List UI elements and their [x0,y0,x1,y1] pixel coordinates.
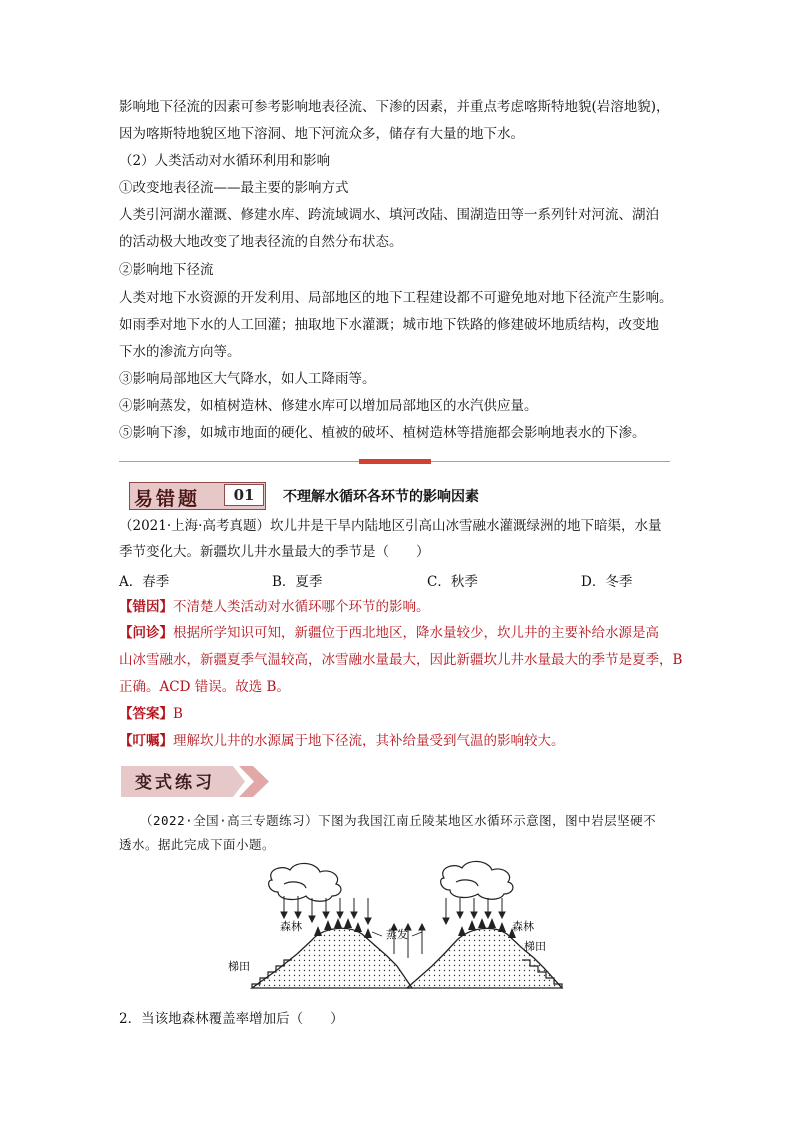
terrace-label-right: 梯田 [524,940,546,953]
divider-center [359,459,431,464]
answer [119,705,183,723]
tip [119,732,565,750]
paragraph-line: 下水的渗流方向等。 [119,344,241,360]
error-tag-label: 易错题 [134,488,201,510]
water-cycle-diagram [222,858,578,998]
section-heading: （2）人类活动对水循环利用和影响 [119,153,331,169]
question-line: 季节变化大。新疆坎儿井水量最大的季节是（ ） [119,544,430,560]
option-c: C．秋季 [427,574,478,590]
question-line: （2021·上海·高考真题）坎儿井是干旱内陆地区引高山冰雪融水灌溉绿洲的地下暗渠，水量 [119,518,662,534]
paragraph-line: 人类对地下水资源的开发利用、局部地区的地下工程建设都不可避免地对地下径流产生影响。 [119,290,673,306]
tip-label: 【叮嘱】 [119,733,173,749]
diagnosis-line: 正确。ACD 错误。故选 B。 [119,679,290,695]
diagnosis-text: 根据所学知识可知，新疆位于西北地区，降水量较少，坎儿井的主要补给水源是高 [173,625,659,641]
option-b: B．夏季 [272,574,323,590]
diagnosis-label: 【问诊】 [119,625,173,641]
terrace-label-left: 梯田 [228,960,250,973]
error-cause [119,598,430,616]
forest-label-left: 森林 [280,920,302,933]
cause-text: 不清楚人类活动对水循环哪个环节的影响。 [173,599,430,615]
list-item: ①改变地表径流——最主要的影响方式 [119,180,349,196]
variant-banner [121,766,271,797]
diagnosis-line: 山冰雪融水，新疆夏季气温较高，冰雪融水量最大，因此新疆坎儿井水量最大的季节是夏季，B [119,652,683,668]
diagnosis [119,624,659,642]
variant-intro-line: （2022·全国·高三专题练习）下图为我国江南丘陵某地区水循环示意图，图中岩层坚硬不 [140,813,657,828]
paragraph-line: 如雨季对地下水的人工回灌；抽取地下水灌溉；城市地下铁路的修建破坏地质结构，改变地 [119,317,659,333]
cloud-left-icon [269,863,341,901]
paragraph-line: 因为喀斯特地貌区地下溶洞、地下河流众多，储存有大量的地下水。 [119,126,524,142]
list-item: ③影响局部地区大气降水，如人工降雨等。 [119,371,376,387]
option-a: A．春季 [119,574,170,590]
divider-left [119,461,359,462]
forest-label-right: 森林 [512,920,534,933]
list-item: ⑤影响下渗，如城市地面的硬化、植被的破坏、植树造林等措施都会影响地表水的下渗。 [119,425,646,441]
error-tag-number: 01 [224,484,264,506]
answer-text: B [173,706,183,722]
cloud-right-icon [441,861,513,899]
list-item: ④影响蒸发，如植树造林、修建水库可以增加局部地区的水汽供应量。 [119,398,538,414]
rain-arrows-right [443,898,505,924]
option-d: D．冬季 [581,574,633,590]
error-section-title: 不理解水循环各环节的影响因素 [283,489,479,505]
hill-right [407,928,562,988]
evaporation-label: 蒸发 [386,928,408,941]
paragraph-line: 的活动极大地改变了地表径流的自然分布状态。 [119,234,403,250]
variant-banner-label: 变式练习 [135,773,215,793]
list-item: ②影响地下径流 [119,262,214,278]
paragraph-line: 影响地下径流的因素可参考影响地表径流、下渗的因素，并重点考虑喀斯特地貌(岩溶地貌)， [119,99,670,115]
tip-text: 理解坎儿井的水源属于地下径流，其补给量受到气温的影响较大。 [173,733,565,749]
answer-label: 【答案】 [119,706,173,722]
cause-label: 【错因】 [119,599,173,615]
question-2: 2．当该地森林覆盖率增加后（ ） [119,1011,344,1027]
paragraph-line: 人类引河湖水灌溉、修建水库、跨流域调水、填河改陆、围湖造田等一系列针对河流、湖泊 [119,207,659,223]
variant-intro-line: 透水。据此完成下面小题。 [119,837,276,852]
divider-right [431,461,670,462]
